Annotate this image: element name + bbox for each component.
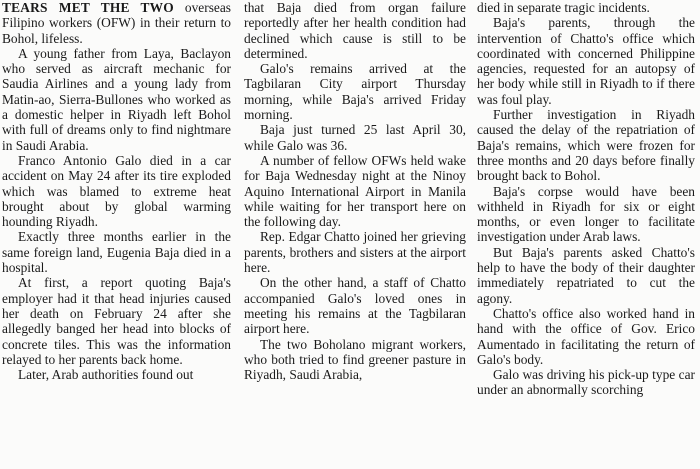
article-paragraph: A number of fellow OFWs held wake for Baja Wednesday night at the Ninoy Aquino International Airport in Manila while waiting for her transport here on the following day. — [244, 152, 466, 230]
article-paragraph: On the other hand, a staff of Chatto accompanied Galo's loved ones in meeting his remains at the Tagbilaran airport here. — [244, 275, 466, 337]
article-paragraph: Rep. Edgar Chatto joined her grieving parents, brothers and sisters at the airport here. — [244, 229, 466, 276]
article-paragraph: Baja's corpse would have been withheld in Riyadh for six or eight months, or even longer to facilitate investigation under Arab laws. — [477, 183, 695, 245]
article-paragraph: Franco Antonio Galo died in a car accident on May 24 after its tire exploded which was blamed to extreme heat brought about by global warming hounding Riyadh. — [2, 152, 231, 230]
article-paragraph: At first, a report quoting Baja's employer had it that head injuries caused her death on February 24 after she allegedly banged her head into blocks of concrete tiles. This was the information relayed to her parents back home. — [2, 275, 231, 367]
article-column-2 — [244, 0, 466, 382]
article-column-3 — [477, 0, 695, 398]
article-paragraph: Exactly three months earlier in the same foreign land, Eugenia Baja died in a hospital. — [2, 229, 231, 276]
article-paragraph: Galo's remains arrived at the Tagbilaran City airport Thursday morning, while Baja's arrived Friday morning. — [244, 61, 466, 123]
paragraph-text: overseas Filipino workers (OFW) in their return to Bohol, lifeless. — [2, 0, 232, 46]
article-paragraph: Further investigation in Riyadh caused the delay of the repatriation of Baja's remains, which were frozen for three months and 20 days before finally brought back to Bohol. — [477, 107, 695, 184]
article-paragraph-continued: that Baja died from organ failure reportedly after her health condition had declined which cause is still to be determined. — [244, 0, 466, 61]
article-paragraph: Chatto's office also worked hand in hand with the office of Gov. Erico Aumentado in facilitating the return of Galo's body. — [477, 305, 695, 367]
article-paragraph: But Baja's parents asked Chatto's help to have the body of their daughter immediately repatriated to cut the agony. — [477, 244, 695, 306]
lead-in-text: TEARS MET THE TWO — [2, 0, 174, 15]
article-paragraph: Later, Arab authorities found out — [18, 367, 194, 383]
article-paragraph-continued: died in separate tragic incidents. — [477, 0, 650, 15]
article-paragraph: Baja just turned 25 last April 30, while Galo was 36. — [244, 122, 466, 153]
article-column-1 — [2, 0, 231, 382]
article-paragraph: Galo was driving his pick-up type car under an abnormally scorching — [477, 367, 695, 398]
article-paragraph: A young father from Laya, Baclayon who served as aircraft mechanic for Saudia Airlines and a young lady from Matin-ao, Sierra-Bullones who worked as a domestic helper in Riyadh left Bohol with full of dreams only to find nightmare in Saudi Arabia. — [2, 45, 231, 153]
article-paragraph: The two Boholano migrant workers, who both tried to find greener pasture in Riyadh, Saudi Arabia, — [244, 336, 466, 383]
article-paragraph — [2, 0, 231, 46]
article-paragraph: Baja's parents, through the intervention of Chatto's office which coordinated with concerned Philippine agencies, requested for an autopsy of her body while still in Riyadh to if there was foul play. — [477, 15, 695, 107]
